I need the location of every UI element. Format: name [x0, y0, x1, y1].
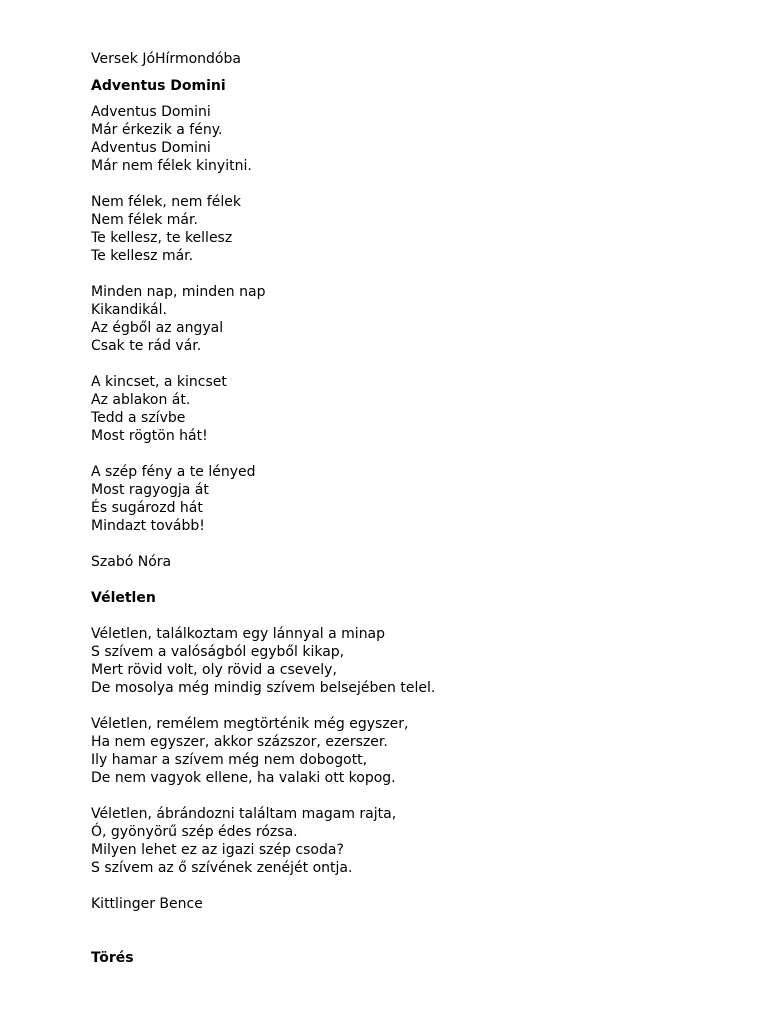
poem-title: Adventus Domini: [91, 78, 226, 94]
document-header: Versek JóHírmondóba: [91, 51, 241, 67]
poem-line: Ha nem egyszer, akkor százszor, ezerszer.: [91, 734, 388, 750]
poem-stanza: [91, 715, 731, 787]
poem-line: Minden nap, minden nap: [91, 284, 266, 300]
poem-line: Milyen lehet ez az igazi szép csoda?: [91, 842, 344, 858]
poem-line: Véletlen, ábrándozni találtam magam rajta,: [91, 806, 397, 822]
poem-line: Kikandikál.: [91, 302, 167, 318]
poem-line: A kincset, a kincset: [91, 374, 227, 390]
poem-line: Már nem félek kinyitni.: [91, 158, 252, 174]
poem-title: Véletlen: [91, 590, 156, 606]
poem-line: Tedd a szívbe: [91, 410, 186, 426]
poem-stanza: [91, 103, 731, 175]
poem-stanza: [91, 625, 731, 697]
poem-author: Szabó Nóra: [91, 554, 172, 570]
poem-line: De nem vagyok ellene, ha valaki ott kopog.: [91, 770, 396, 786]
poem-line: Mert rövid volt, oly rövid a csevely,: [91, 662, 337, 678]
poem-line: Mindazt tovább!: [91, 518, 205, 534]
poem-line: Most rögtön hát!: [91, 428, 208, 444]
poem-line: Nem félek már.: [91, 212, 198, 228]
poem-stanza: [91, 805, 731, 877]
poem-line: Az ablakon át.: [91, 392, 191, 408]
poem-line: De mosolya még mindig szívem belsejében telel.: [91, 680, 436, 696]
poem-line: Véletlen, találkoztam egy lánnyal a minap: [91, 626, 386, 642]
poem-line: Véletlen, remélem megtörténik még egyszer,: [91, 716, 409, 732]
poem-author: Kittlinger Bence: [91, 896, 203, 912]
poem-stanza: [91, 463, 731, 535]
poem-stanza: [91, 193, 731, 265]
poem-line: Adventus Domini: [91, 140, 211, 156]
poem-line: Csak te rád vár.: [91, 338, 202, 354]
poem-line: S szívem a valóságból egyből kikap,: [91, 644, 345, 660]
poem-line: S szívem az ő szívének zenéjét ontja.: [91, 860, 353, 876]
poem-title: Törés: [91, 950, 134, 966]
poem-stanza: [91, 283, 731, 355]
poem-line: Már érkezik a fény.: [91, 122, 223, 138]
poem-line: Az égből az angyal: [91, 320, 224, 336]
poem-line: És sugározd hát: [91, 500, 203, 516]
poem-line: Ó, gyönyörű szép édes rózsa.: [91, 824, 298, 840]
document-page: [91, 50, 731, 967]
poem-line: Adventus Domini: [91, 104, 211, 120]
poem-line: A szép fény a te lényed: [91, 464, 256, 480]
poem-line: Most ragyogja át: [91, 482, 209, 498]
poem-line: Ily hamar a szívem még nem dobogott,: [91, 752, 368, 768]
poem-line: Nem félek, nem félek: [91, 194, 241, 210]
poem-line: Te kellesz, te kellesz: [91, 230, 233, 246]
poem-line: Te kellesz már.: [91, 248, 194, 264]
poem-stanza: [91, 373, 731, 445]
